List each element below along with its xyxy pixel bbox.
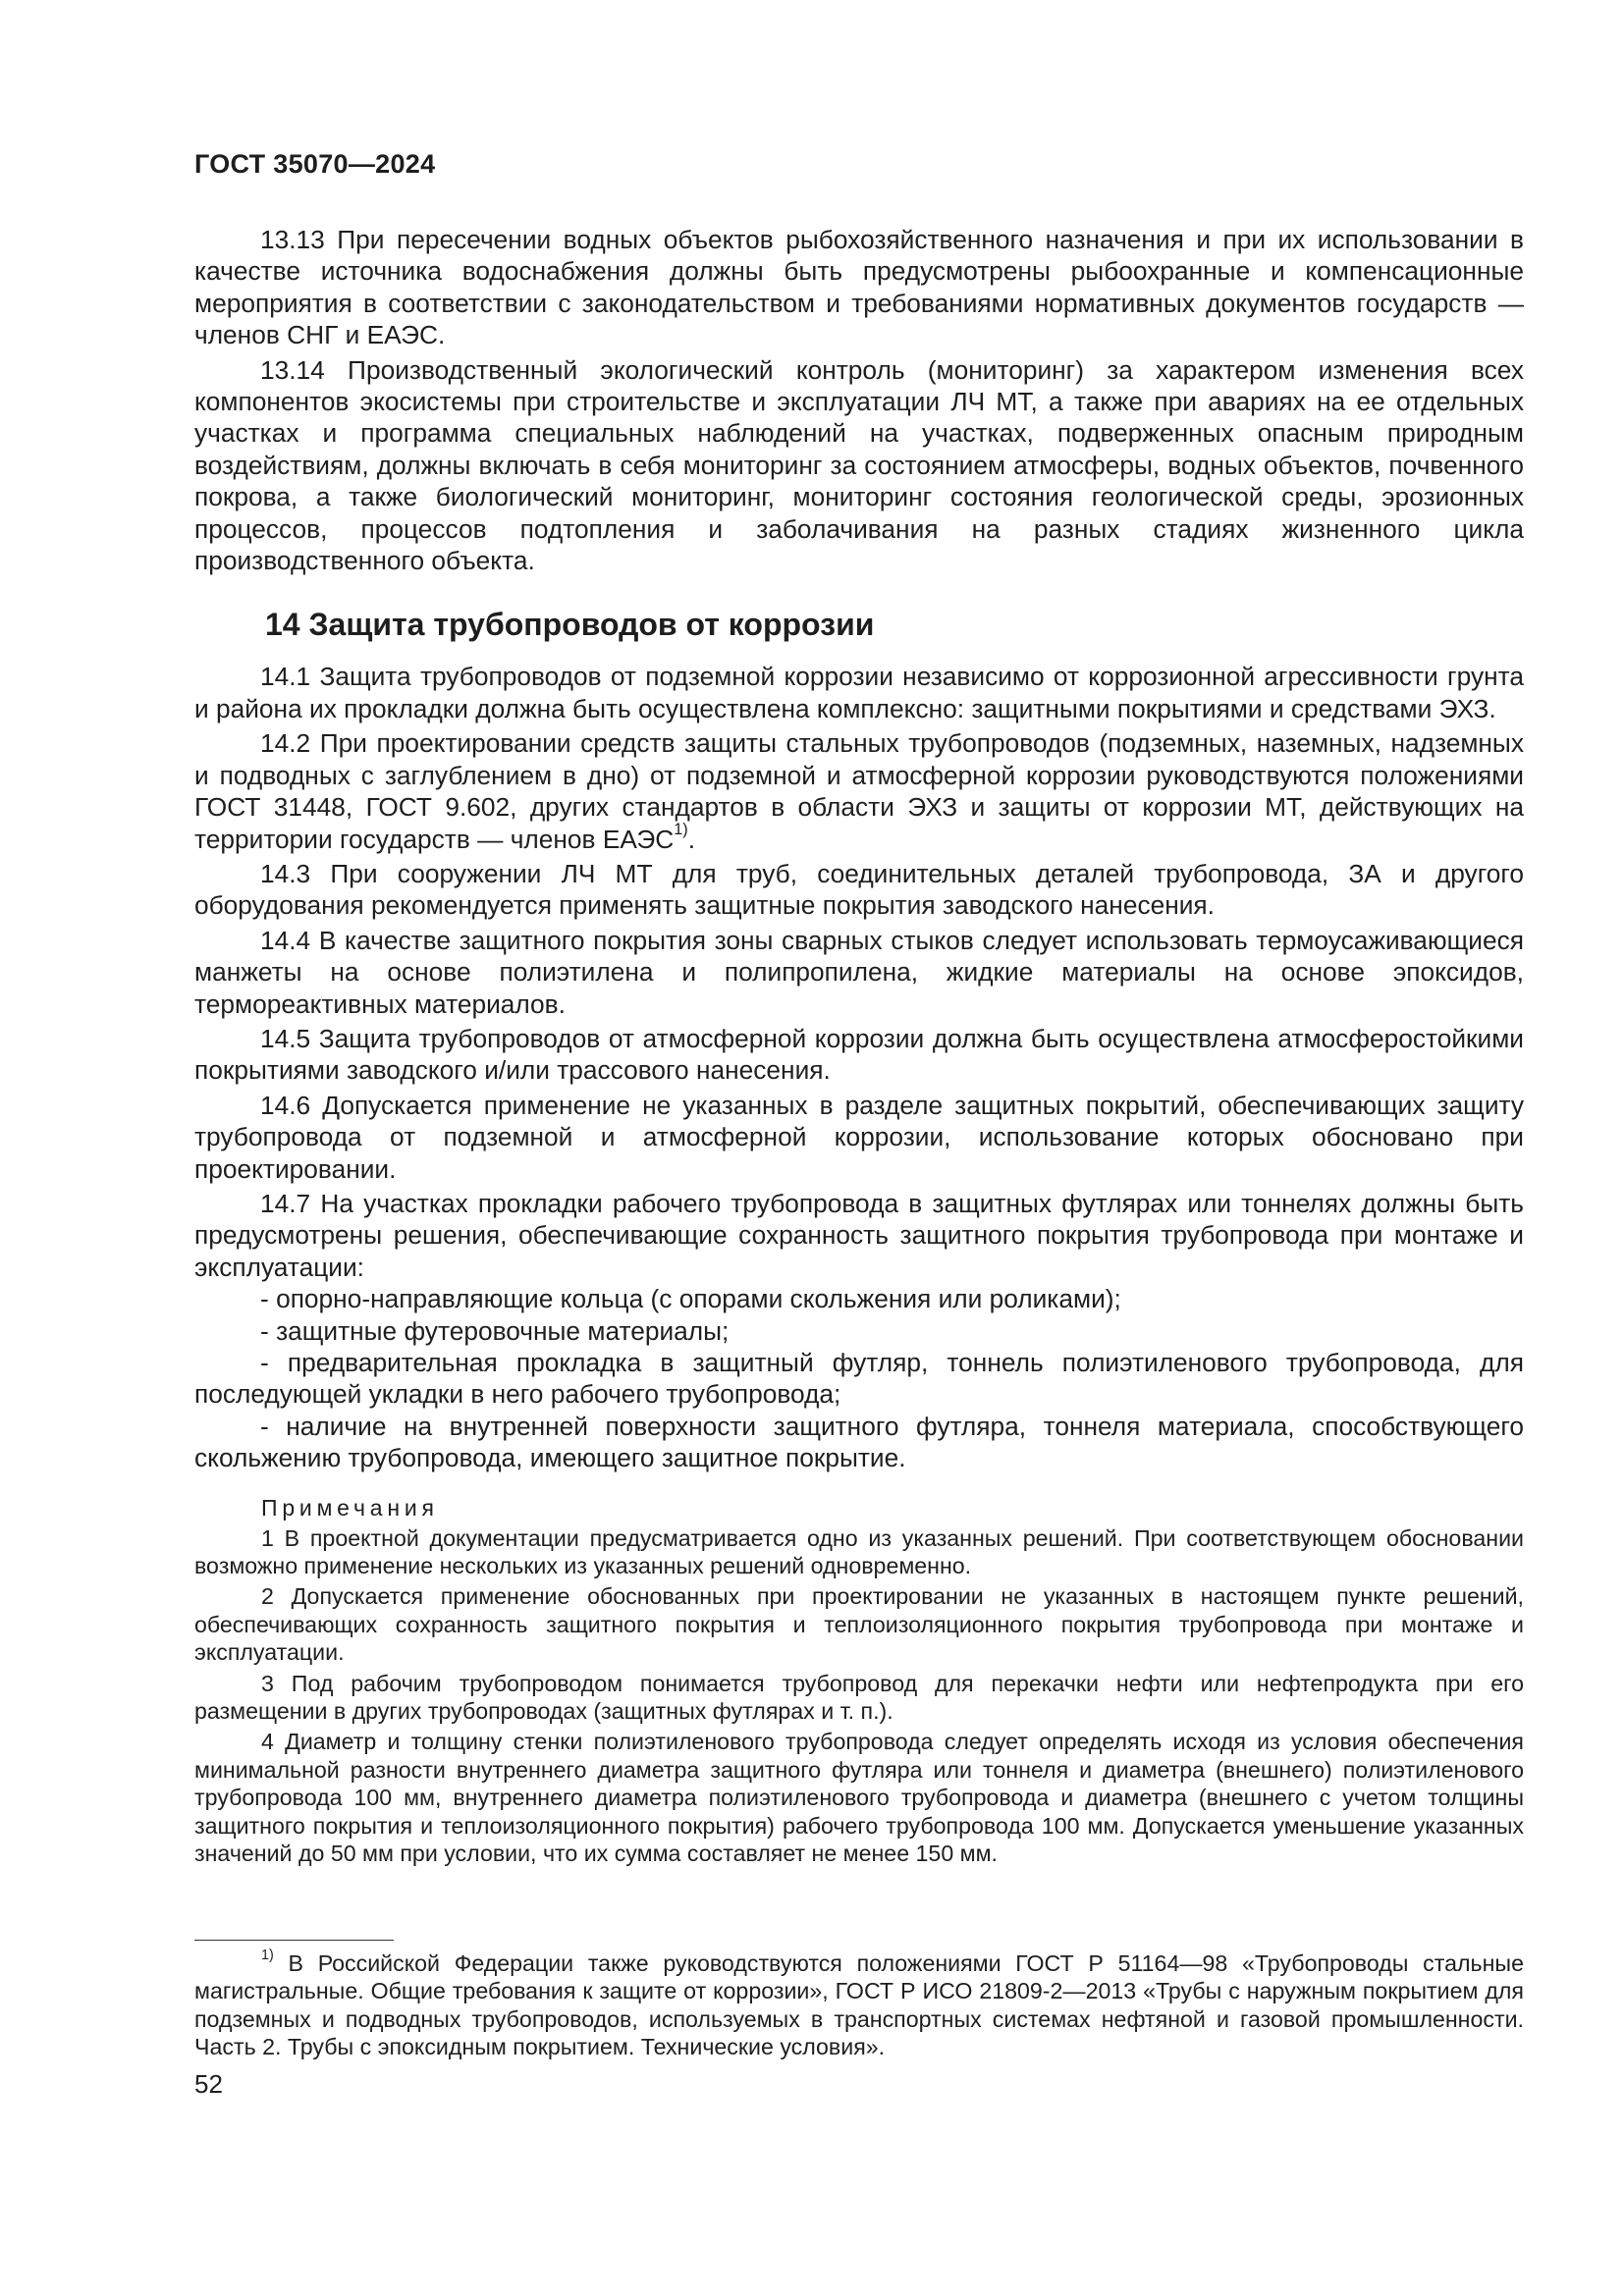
paragraph-13-13: 13.13 При пересечении водных объектов рыбохозяйственного назначения и при их использовании в качестве источника водоснабжения должны быть предусмотрены рыбоохранные и компенсационные мероприятия в соответствии с законодательством и требованиями нормативных документов государств — членов СНГ и ЕАЭС.: [194, 225, 1524, 350]
footnote-text: В Российской Федерации также руководствуются положениями ГОСТ Р 51164—98 «Трубопроводы стальные магистральные. Общие требования к защите от коррозии», ГОСТ Р ИСО 21809-2—2013 «Трубы с наружным покрытием для подземных и подводных трубопроводов, используемых в транспортных системах нефтяной и газовой промышленности. Часть 2. Трубы с эпоксидным покрытием. Технические условия».: [194, 1950, 1524, 2060]
paragraph-14-7: 14.7 На участках прокладки рабочего трубопровода в защитных футлярах или тоннелях должны быть предусмотрены решения, обеспечивающие сохранность защитного покрытия трубопровода при монтаже и эксплуатации:: [194, 1188, 1524, 1282]
page-number: 52: [194, 2069, 223, 2099]
note-item: 2 Допускается применение обоснованных при проектировании не указанных в настоящем пункте решений, обеспечивающих сохранность защитного покрытия и теплоизоляционного покрытия трубопровода при монтаже и эксплуатации.: [194, 1583, 1524, 1666]
paragraph-14-2-text: 14.2 При проектировании средств защиты стальных трубопроводов (подземных, наземных, надземных и подводных с заглублением в дно) от подземной и атмосферной коррозии руководствуются положениями ГОСТ 31448, ГОСТ 9.602, других стандартов в области ЭХЗ и защиты от коррозии МТ, действующих на территории государств — членов ЕАЭС: [194, 728, 1524, 854]
paragraph-14-2-end: .: [687, 824, 696, 854]
footnote-reference: 1): [674, 821, 688, 839]
document-header: ГОСТ 35070—2024: [194, 149, 436, 179]
note-item: 1 В проектной документации предусматривается одно из указанных решений. При соответствующем обосновании возможно применение нескольких из указанных решений одновременно.: [194, 1524, 1524, 1579]
notes-block: [194, 1494, 1524, 1868]
paragraph-14-2: [194, 727, 1524, 855]
footnote-divider: [194, 1940, 394, 1941]
note-item: 4 Диаметр и толщину стенки полиэтиленового трубопровода следует определять исходя из условия обеспечения минимальной разности внутреннего диаметра защитного футляра или тоннеля и диаметра (внешнего) полиэтиленового трубопровода 100 мм, внутреннего диаметра полиэтиленового трубопровода и диаметра (внешнего с учетом толщины защитного покрытия и теплоизоляционного покрытия) рабочего трубопровода 100 мм. Допускается уменьшение указанных значений до 50 мм при условии, что их сумма составляет не менее 150 мм.: [194, 1729, 1524, 1867]
footnote: [194, 1949, 1524, 2061]
list-item: - опорно-направляющие кольца (с опорами скольжения или роликами);: [260, 1284, 1121, 1314]
paragraph-14-1: 14.1 Защита трубопроводов от подземной коррозии независимо от коррозионной агрессивности грунта и района их прокладки должна быть осуществлена комплексно: защитными покрытиями и средствами ЭХЗ.: [194, 662, 1524, 723]
paragraph-14-3: 14.3 При сооружении ЛЧ МТ для труб, соединительных деталей трубопровода, ЗА и другого оборудования рекомендуется применять защитные покрытия заводского нанесения.: [194, 858, 1524, 921]
paragraph-14-4: 14.4 В качестве защитного покрытия зоны сварных стыков следует использовать термоусаживающиеся манжеты на основе полиэтилена и полипропилена, жидкие материалы на основе эпоксидов, термореактивных материалов.: [194, 925, 1524, 1019]
list-item: - предварительная прокладка в защитный футляр, тоннель полиэтиленового трубопровода, для последующей укладки в него рабочего трубопровода;: [194, 1348, 1524, 1410]
paragraph-14-5: 14.5 Защита трубопроводов от атмосферной коррозии должна быть осуществлена атмосферостойкими покрытиями заводского и/или трассового нанесения.: [194, 1023, 1524, 1086]
paragraph-14-6: 14.6 Допускается применение не указанных в разделе защитных покрытий, обеспечивающих защиту трубопровода от подземной и атмосферной коррозии, использование которых обосновано при проектировании.: [194, 1090, 1524, 1184]
list-item: - наличие на внутренней поверхности защитного футляра, тоннеля материала, способствующего скольжению трубопровода, имеющего защитное покрытие.: [194, 1411, 1524, 1473]
notes-title: Примечания: [261, 1494, 439, 1521]
section-14-heading: 14 Защита трубопроводов от коррозии: [265, 607, 875, 643]
list-item: - защитные футеровочные материалы;: [260, 1315, 730, 1346]
note-item: 3 Под рабочим трубопроводом понимается трубопровод для перекачки нефти или нефтепродукта при его размещении в других трубопроводах (защитных футлярах и т. п.).: [194, 1670, 1524, 1725]
footnote-marker: 1): [261, 1948, 274, 1964]
document-body: [194, 224, 1524, 1868]
paragraph-13-14: 13.14 Производственный экологический контроль (мониторинг) за характером изменения всех компонентов экосистемы при строительстве и эксплуатации ЛЧ МТ, а также при авариях на ее отдельных участках и программа специальных наблюдений на участках, подверженных опасным природным воздействиям, должны включать в себя мониторинг за состоянием атмосферы, водных объектов, почвенного покрова, а также биологический мониторинг, мониторинг состояния геологической среды, эрозионных процессов, процессов подтопления и заболачивания на разных стадиях жизненного цикла производственного объекта.: [194, 354, 1524, 576]
